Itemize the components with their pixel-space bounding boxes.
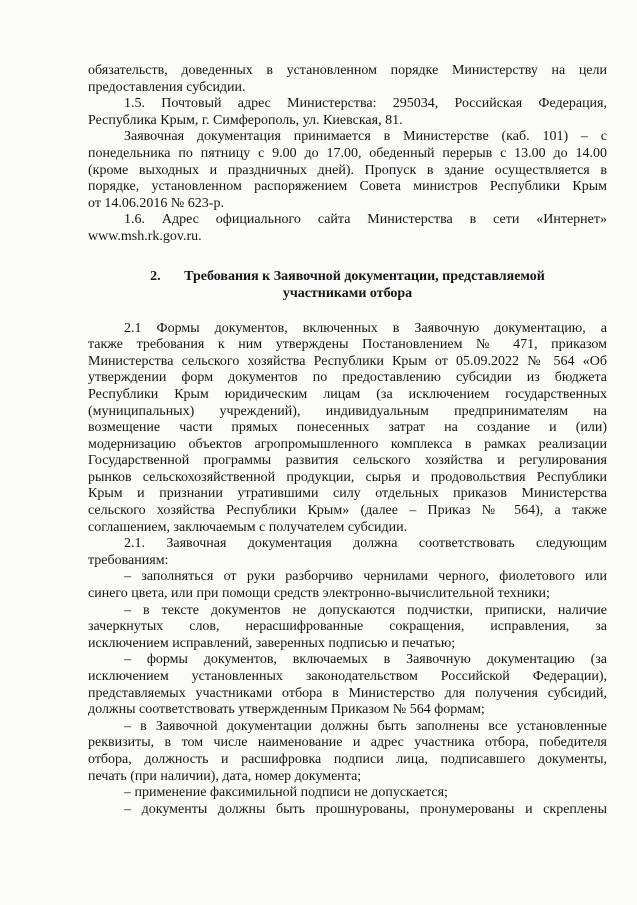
text-line: www.msh.rk.gov.ru. (88, 228, 202, 244)
text-line: исключением исправлений, заверенных подписью и печатью; (88, 635, 456, 651)
text-line: (муниципальных) учреждений), индивидуальным предпринимателям на (88, 403, 607, 419)
text-line: печать (при наличии), дата, номер документа; (88, 768, 362, 784)
paragraph-2-1 (88, 321, 607, 537)
paragraph-1-5-schedule (88, 129, 607, 212)
text-line: обязательств, доведенных в установленном порядке Министерству на цели (88, 63, 607, 78)
text-line: Министерства сельского хозяйства Республики Крым от 05.09.2022 № 564 «Об (88, 353, 607, 369)
section-2-heading (88, 268, 607, 302)
text-line: соглашением, заключаемым с получателем субсидии. (88, 519, 408, 535)
text-line: 1.5. Почтовый адрес Министерства: 295034, Российская Федерация, (124, 96, 607, 112)
paragraph-top (88, 63, 607, 96)
text-line: – документы должны быть прошнурованы, пронумерованы и скреплены (124, 801, 607, 817)
text-line: сельского хозяйства Республики Крым» (далее – Приказ № 564), а также (88, 503, 607, 519)
text-line: Государственной программы развития сельского хозяйства и регулирования (88, 453, 607, 469)
paragraph-2-1-requirements (88, 536, 607, 569)
text-line: требованиям: (88, 552, 169, 568)
text-line: – в тексте документов не допускаются подчистки, приписки, наличие (124, 602, 607, 618)
text-line: Республики Крым юридическим лицам (за исключением государственных (88, 386, 607, 402)
text-line: модернизацию объектов агропромышленного комплекса в рамках реализации (88, 436, 607, 452)
section-title-line: Требования к Заявочной документации, представляемой (184, 268, 545, 284)
text-line: отбора, должность и расшифровка подписи лица, подписавшего документы, (88, 751, 607, 767)
text-line: Крым и признании утратившими силу отдельных приказов Министерства (88, 486, 607, 502)
text-line: 2.1. Заявочная документация должна соответствовать следующим (124, 536, 607, 552)
text-line: 2.1 Формы документов, включенных в Заявочную документацию, а (124, 320, 607, 336)
bullet-requisites (88, 719, 607, 785)
bullet-ink (88, 569, 607, 602)
text-line: исключением установленных законодательством Российской Федерации), (88, 669, 607, 684)
text-line: возмещение части прямых понесенных затрат на создание и (или) (88, 420, 607, 436)
text-line: также требования к ним утверждены Постановлением № 471, приказом (88, 337, 607, 353)
bullet-binding (88, 802, 607, 819)
text-line: 1.6. Адрес официального сайта Министерства в сети «Интернет» (124, 212, 607, 228)
text-line: предоставления субсидии. (88, 79, 246, 95)
text-line: понедельника по пятницу с 9.00 до 17.00, обеденный перерыв с 13.00 до 14.00 (88, 145, 607, 161)
text-line: Заявочная документация принимается в Министерстве (каб. 101) – с (124, 129, 607, 145)
text-line: Республика Крым, г. Симферополь, ул. Киевская, 81. (88, 112, 403, 128)
text-line: зачеркнутых слов, нерасшифрованные сокращения, исправления, за (88, 619, 607, 635)
paragraph-1-5 (88, 96, 607, 129)
text-line: – заполняться от руки разборчиво чернилами черного, фиолетового или (124, 569, 607, 585)
text-line: – в Заявочной документации должны быть заполнены все установленные (124, 718, 607, 734)
section-number: 2. (150, 268, 161, 284)
text-line: – формы документов, включаемых в Заявочную документацию (за (124, 652, 607, 668)
paragraph-1-6 (88, 212, 607, 245)
bullet-forms (88, 652, 607, 718)
bullet-facsimile (88, 785, 607, 802)
text-line: порядке, установленном распоряжением Совета министров Республики Крым (88, 179, 607, 195)
text-line: от 14.06.2016 № 623-р. (88, 195, 224, 211)
text-line: – применение факсимильной подписи не допускается; (124, 785, 448, 801)
text-line: представляемых участниками отбора в Министерство для получения субсидий, (88, 685, 607, 701)
text-line: реквизиты, в том числе наименование и адрес участника отбора, победителя (88, 735, 607, 751)
bullet-no-erasures (88, 603, 607, 653)
text-line: должны соответствовать утвержденным Приказом № 564 формам; (88, 702, 485, 718)
section-title-line: участниками отбора (282, 285, 413, 301)
text-line: синего цвета, или при помощи средств электронно-вычислительной техники; (88, 586, 550, 602)
text-line: рынков сельскохозяйственной продукции, сырья и продовольствия Республики (88, 469, 607, 485)
text-line: (кроме выходных и праздничных дней). Пропуск в здание осуществляется в (88, 162, 607, 178)
text-line: утверждении форм документов по предоставлению субсидии из бюджета (88, 370, 607, 386)
